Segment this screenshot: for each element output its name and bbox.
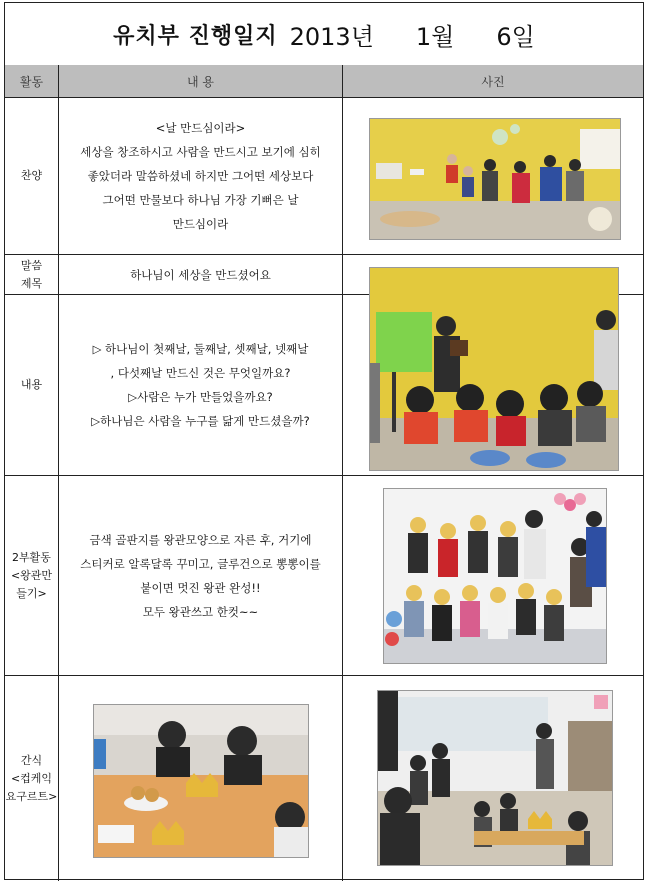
row-label-sub-activity	[5, 476, 59, 675]
praise-line: 세상을 창조하시고 사람을 만드시고 보기에 심히	[80, 145, 321, 159]
column-header-activity: 활동	[5, 65, 59, 97]
praise-line: <날 만드심이라>	[155, 121, 246, 135]
content-line: ▷하나님은 사람을 누구를 닮게 만드셨을까?	[91, 414, 310, 428]
praise-line: 만드심이라	[172, 217, 229, 231]
row-label-content: 내용	[5, 295, 59, 475]
praise-line: 좋았더라 말씀하셨네 하지만 그어떤 세상보다	[87, 169, 314, 183]
sub-activity-line: 스티커로 알록달록 꾸미고, 글루건으로 뽕뽕이를	[80, 556, 321, 571]
row-label-snack	[5, 676, 59, 881]
table-row-snack	[5, 676, 643, 881]
row-label-word-title	[5, 255, 59, 294]
praise-photo-cell	[343, 98, 643, 254]
column-header-content: 내 용	[59, 65, 343, 97]
table-header-row	[5, 65, 643, 98]
content-text	[59, 295, 343, 475]
table-row-praise	[5, 98, 643, 255]
content-line: , 다섯째날 만드신 것은 무엇일까요?	[110, 366, 291, 380]
label-line: <왕관만	[10, 568, 53, 582]
snack-photo-cell-1	[59, 676, 343, 881]
label-line: 2부활동	[12, 550, 51, 564]
label-line: 간식	[20, 753, 43, 767]
label-line: 제목	[20, 276, 43, 290]
lesson-photo	[369, 267, 619, 471]
snack-photo-1	[93, 704, 309, 858]
content-line: ▷ 하나님이 첫째날, 둘째날, 셋째날, 넷째날	[92, 342, 309, 356]
praise-photo	[369, 118, 621, 240]
word-title-text: 하나님이 세상을 만드셨어요	[59, 255, 343, 294]
date-day: 6일	[496, 22, 535, 51]
journal-sheet	[4, 2, 644, 880]
crown-photo	[383, 488, 607, 664]
date-month: 1월	[415, 22, 455, 51]
sub-activity-line: 모두 왕관쓰고 한컷~~	[142, 604, 259, 619]
label-line: <컵케익	[10, 771, 53, 785]
date-year: 2013년	[289, 22, 374, 51]
label-line: 요구르트>	[5, 789, 58, 803]
label-line: 말씀	[20, 258, 43, 272]
snack-photo-2	[377, 690, 613, 866]
praise-line: 그어떤 만물보다 하나님 가장 기뻐은 날	[102, 193, 299, 207]
column-header-photo: 사진	[481, 74, 505, 89]
praise-content	[59, 98, 343, 254]
sub-activity-line: 붙이면 멋진 왕관 완성!!	[140, 580, 261, 595]
page-title: 유치부 진행일지	[113, 23, 278, 49]
label-line: 들기>	[16, 586, 47, 600]
table-row-sub-activity	[5, 476, 643, 676]
snack-photo-cell-2	[343, 676, 643, 881]
content-line: ▷사람은 누가 만들었을까요?	[128, 390, 273, 404]
sub-activity-line: 금색 골판지를 왕관모양으로 자른 후, 거기에	[89, 532, 312, 547]
sub-activity-text	[59, 476, 343, 675]
crown-photo-cell	[343, 476, 643, 675]
title-row	[5, 3, 643, 66]
row-label-praise: 찬양	[5, 98, 59, 254]
